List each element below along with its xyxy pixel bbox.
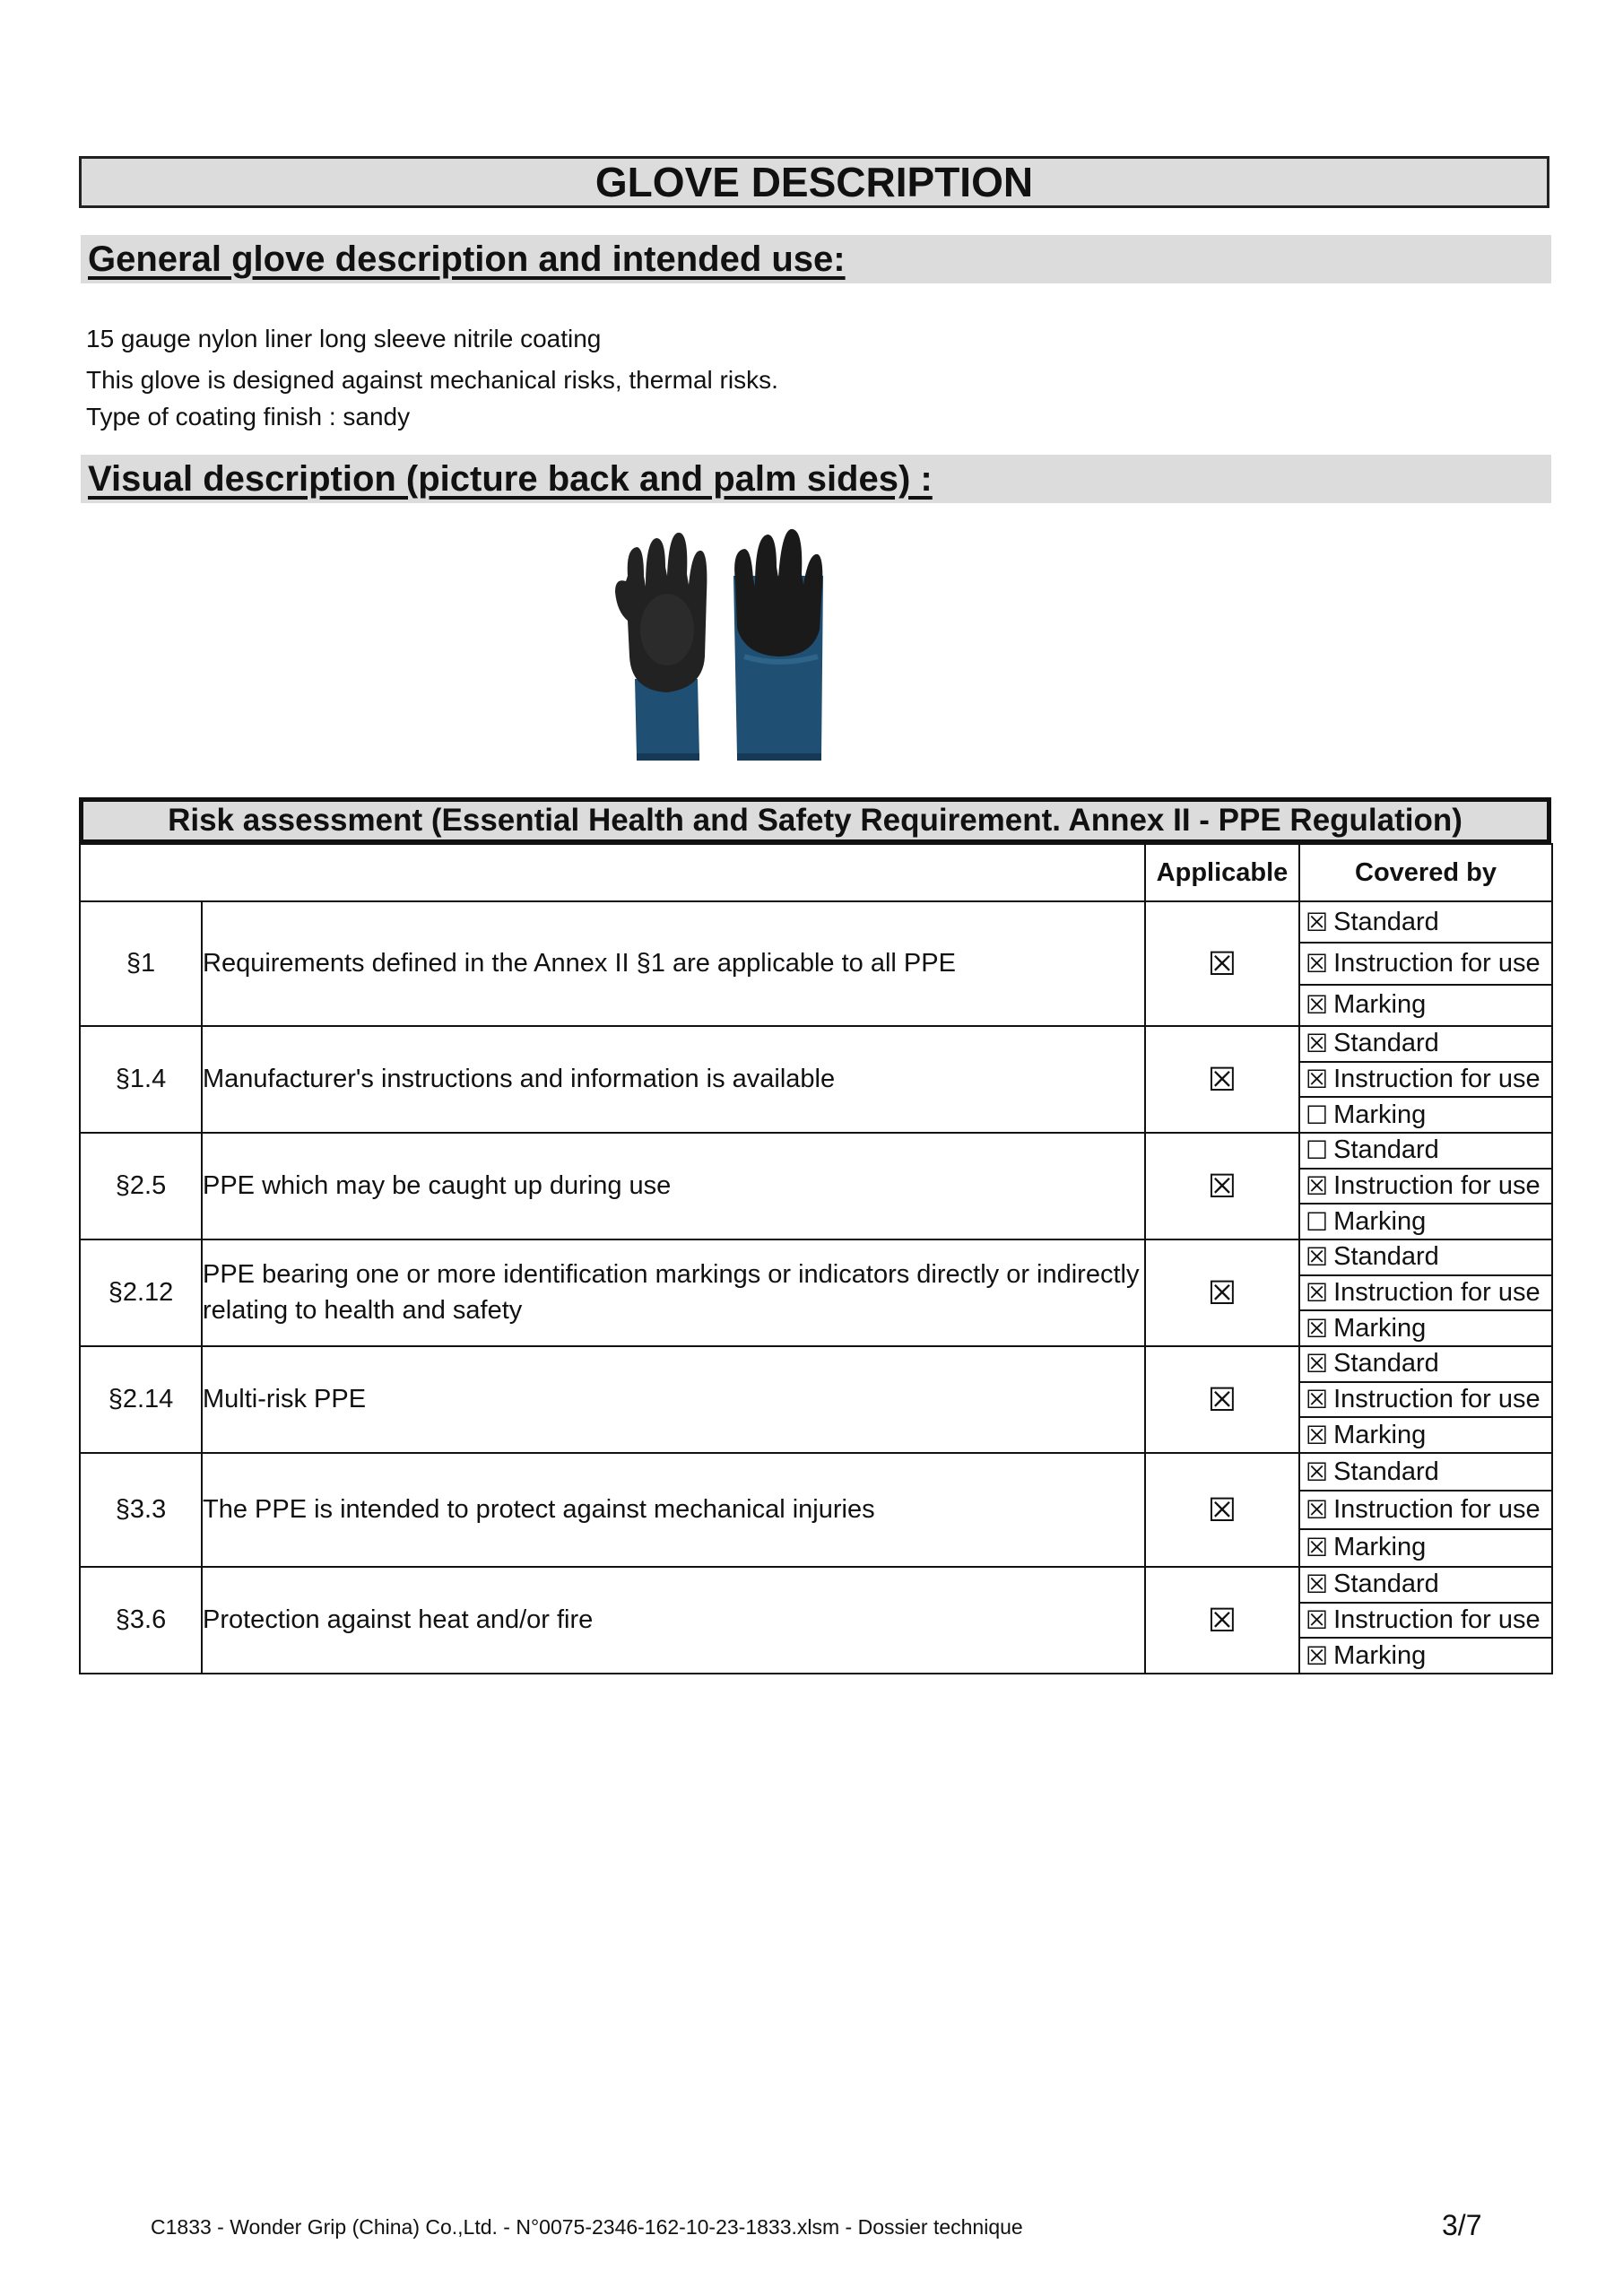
applicable-checkbox: ☒ — [1145, 901, 1299, 1026]
checkbox-icon: ☐ — [1306, 1136, 1329, 1165]
paragraph-ref: §2.14 — [80, 1346, 202, 1453]
covered-by-item — [1300, 1528, 1551, 1566]
covered-by-item — [1300, 1347, 1551, 1381]
requirement-text: Protection against heat and/or fire — [202, 1567, 1145, 1674]
covered-by-label: Instruction for use — [1333, 1278, 1541, 1307]
covered-by-cell — [1299, 1453, 1552, 1567]
checkbox-icon: ☒ — [1306, 1243, 1329, 1272]
table-row — [80, 1346, 1552, 1453]
covered-by-label: Standard — [1333, 1029, 1439, 1058]
table-row — [80, 1453, 1552, 1567]
checkbox-icon: ☒ — [1306, 1030, 1329, 1058]
covered-by-label: Standard — [1333, 1135, 1439, 1165]
blank-header-cell — [80, 844, 1145, 901]
checkbox-icon: ☒ — [1306, 1641, 1329, 1670]
covered-by-item — [1300, 1168, 1551, 1204]
checkbox-icon: ☒ — [1306, 1065, 1329, 1093]
covered-by-label: Standard — [1333, 907, 1439, 936]
covered-by-label: Instruction for use — [1333, 948, 1541, 978]
paragraph-ref: §3.6 — [80, 1567, 202, 1674]
covered-by-cell — [1299, 1346, 1552, 1453]
description-line: This glove is designed against mechanical risks, thermal risks. — [86, 366, 778, 394]
requirement-text: PPE which may be caught up during use — [202, 1133, 1145, 1239]
checkbox-icon: ☐ — [1306, 1207, 1329, 1236]
checkbox-icon: ☒ — [1306, 908, 1329, 936]
checkbox-icon: ☒ — [1306, 949, 1329, 978]
covered-by-item — [1300, 1381, 1551, 1417]
covered-by-label: Marking — [1333, 990, 1427, 1020]
checkbox-icon: ☒ — [1306, 1457, 1329, 1486]
risk-assessment-title: Risk assessment (Essential Health and Safety Requirement. Annex II - PPE Regulation) — [168, 803, 1462, 838]
requirement-text: Requirements defined in the Annex II §1 are applicable to all PPE — [202, 901, 1145, 1026]
covered-by-label: Standard — [1333, 1457, 1439, 1486]
covered-by-item — [1300, 902, 1551, 942]
covered-by-item — [1300, 1096, 1551, 1132]
description-line: Type of coating finish : sandy — [86, 403, 411, 430]
paragraph-ref: §2.12 — [80, 1239, 202, 1346]
covered-by-cell — [1299, 901, 1552, 1026]
covered-by-cell — [1299, 1567, 1552, 1674]
checkbox-icon: ☒ — [1306, 1314, 1329, 1343]
covered-by-cell — [1299, 1239, 1552, 1346]
table-row — [80, 1239, 1552, 1346]
applicable-checkbox: ☒ — [1145, 1453, 1299, 1567]
covered-by-label: Marking — [1333, 1420, 1427, 1449]
checkbox-icon: ☒ — [1306, 1279, 1329, 1307]
glove-palm-side — [615, 533, 707, 761]
table-header-row — [80, 844, 1552, 901]
covered-by-label: Instruction for use — [1333, 1385, 1541, 1413]
covered-by-label: Instruction for use — [1333, 1494, 1541, 1524]
covered-by-label: Standard — [1333, 1349, 1439, 1378]
covered-by-item — [1300, 1637, 1551, 1673]
paragraph-ref: §1.4 — [80, 1026, 202, 1133]
table-row — [80, 1133, 1552, 1239]
general-heading-band — [81, 235, 1551, 283]
covered-by-cell — [1299, 1026, 1552, 1133]
paragraph-ref: §2.5 — [80, 1133, 202, 1239]
table-row — [80, 1567, 1552, 1674]
paragraph-ref: §3.3 — [80, 1453, 202, 1567]
footer-text: C1833 - Wonder Grip (China) Co.,Ltd. - N°0075-2346-162-10-23-1833.xlsm - Dossier technique — [151, 2215, 1023, 2239]
covered-by-label: Marking — [1333, 1100, 1427, 1129]
covered-by-item — [1300, 1061, 1551, 1097]
covered-by-item — [1300, 1027, 1551, 1061]
covered-by-label: Marking — [1333, 1533, 1427, 1562]
risk-assessment-header — [79, 797, 1551, 844]
paragraph-ref: §1 — [80, 901, 202, 1026]
page-number: 3/7 — [1442, 2209, 1482, 2241]
description-line: 15 gauge nylon liner long sleeve nitrile coating — [86, 325, 602, 352]
general-heading: General glove description and intended use: — [88, 239, 846, 279]
applicable-checkbox: ☒ — [1145, 1346, 1299, 1453]
requirement-text: The PPE is intended to protect against mechanical injuries — [202, 1453, 1145, 1567]
visual-heading: Visual description (picture back and palm sides) : — [88, 458, 933, 499]
checkbox-icon: ☒ — [1306, 1606, 1329, 1634]
covered-by-item — [1300, 1240, 1551, 1274]
covered-by-cell — [1299, 1133, 1552, 1239]
covered-by-item — [1300, 1203, 1551, 1239]
requirement-text: Manufacturer's instructions and information is available — [202, 1026, 1145, 1133]
page-title — [79, 156, 1549, 208]
covered-by-item — [1300, 1134, 1551, 1168]
checkbox-icon: ☐ — [1306, 1100, 1329, 1129]
requirement-text: PPE bearing one or more identification markings or indicators directly or indirectly relating to health and safety — [202, 1239, 1145, 1346]
covered-by-column-header: Covered by — [1299, 844, 1552, 901]
glove-back-side — [733, 529, 823, 761]
covered-by-label: Marking — [1333, 1206, 1427, 1236]
covered-by-item — [1300, 1568, 1551, 1602]
covered-by-label: Instruction for use — [1333, 1605, 1541, 1634]
table-row — [80, 1026, 1552, 1133]
checkbox-icon: ☒ — [1306, 1350, 1329, 1378]
checkbox-icon: ☒ — [1306, 991, 1329, 1020]
checkbox-icon: ☒ — [1306, 1386, 1329, 1413]
covered-by-item — [1300, 1309, 1551, 1345]
covered-by-label: Marking — [1333, 1313, 1427, 1343]
risk-assessment-table — [79, 843, 1553, 1674]
applicable-checkbox: ☒ — [1145, 1026, 1299, 1133]
covered-by-label: Instruction for use — [1333, 1171, 1541, 1200]
checkbox-icon: ☒ — [1306, 1172, 1329, 1200]
covered-by-label: Standard — [1333, 1570, 1439, 1599]
checkbox-icon: ☒ — [1306, 1421, 1329, 1449]
applicable-checkbox: ☒ — [1145, 1567, 1299, 1674]
covered-by-label: Marking — [1333, 1640, 1427, 1670]
covered-by-item — [1300, 1454, 1551, 1490]
covered-by-label: Standard — [1333, 1242, 1439, 1272]
checkbox-icon: ☒ — [1306, 1570, 1329, 1599]
applicable-column-header: Applicable — [1145, 844, 1299, 901]
applicable-checkbox: ☒ — [1145, 1133, 1299, 1239]
covered-by-item — [1300, 1416, 1551, 1452]
covered-by-label: Instruction for use — [1333, 1065, 1541, 1093]
applicable-checkbox: ☒ — [1145, 1239, 1299, 1346]
covered-by-item — [1300, 1602, 1551, 1638]
page-title-text: GLOVE DESCRIPTION — [595, 159, 1034, 205]
covered-by-item — [1300, 1274, 1551, 1310]
checkbox-icon: ☒ — [1306, 1534, 1329, 1562]
table-row — [80, 901, 1552, 1026]
checkbox-icon: ☒ — [1306, 1495, 1329, 1524]
covered-by-item — [1300, 984, 1551, 1025]
covered-by-item — [1300, 1490, 1551, 1527]
requirement-text: Multi-risk PPE — [202, 1346, 1145, 1453]
visual-heading-band — [81, 455, 1551, 503]
glove-image — [610, 522, 834, 770]
covered-by-item — [1300, 942, 1551, 983]
